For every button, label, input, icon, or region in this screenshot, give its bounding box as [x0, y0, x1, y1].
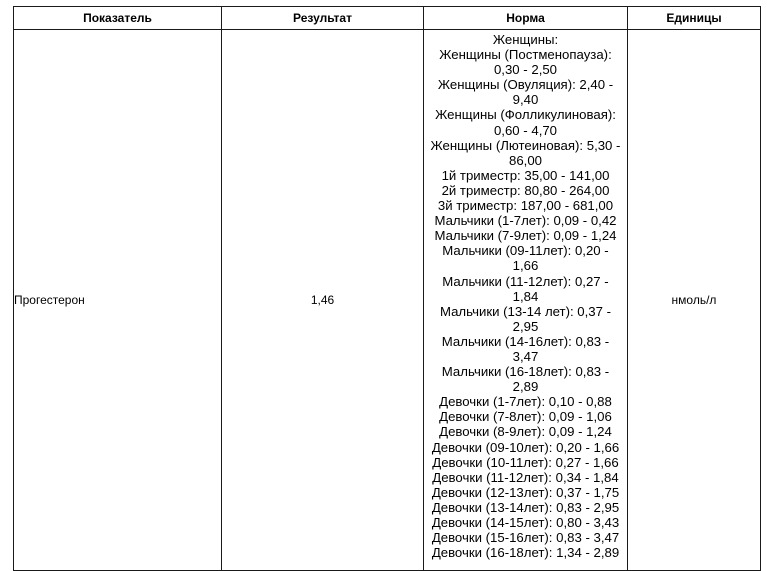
norm-line: Мальчики (16-18лет): 0,83 - 2,89 — [441, 364, 610, 395]
norm-line: Девочки (11-12лет): 0,34 - 1,84 — [432, 469, 619, 485]
norm-line: Девочки (1-7лет): 0,10 - 0,88 — [439, 394, 612, 410]
norm-line: Девочки (14-15лет): 0,80 - 3,43 — [431, 515, 620, 530]
norm-line: Мальчики (09-11лет): 0,20 - 1,66 — [442, 243, 609, 274]
norm-line: Мальчики (14-16лет): 0,83 - 3,47 — [441, 333, 610, 364]
norm-line: 3й триместр: 187,00 - 681,00 — [437, 198, 614, 214]
norm-line: Мальчики (13-14 лет): 0,37 - 2,95 — [439, 303, 612, 334]
norm-line: Девочки (13-14лет): 0,83 - 2,95 — [431, 499, 620, 515]
norm-line: Девочки (7-8лет): 0,09 - 1,06 — [439, 409, 612, 425]
norm-line: Мальчики (7-9лет): 0,09 - 1,24 — [434, 228, 617, 244]
result-value: 1,46 — [222, 30, 424, 571]
norm-line: Девочки (09-10лет): 0,20 - 1,66 — [431, 439, 620, 455]
header-result: Результат — [222, 7, 424, 30]
norm-list — [431, 32, 621, 560]
norm-line: Женщины (Фолликулиновая): 0,60 - 4,70 — [435, 107, 616, 138]
header-units: Единицы — [628, 7, 761, 30]
norm-line: Женщины (Лютеиновая): 5,30 - 86,00 — [430, 137, 621, 168]
norm-line: 1й триместр: 35,00 - 141,00 — [441, 167, 610, 183]
norm-line: Девочки (16-18лет): 1,34 - 2,89 — [431, 545, 620, 561]
header-row — [14, 7, 761, 30]
table-row — [14, 30, 761, 571]
norm-line: Женщины (Овуляция): 2,40 - 9,40 — [437, 77, 614, 108]
indicator-name: Прогестерон — [14, 30, 222, 571]
norm-line: Девочки (15-16лет): 0,83 - 3,47 — [431, 530, 620, 546]
norm-line: Мальчики (1-7лет): 0,09 - 0,42 — [434, 213, 617, 229]
norm-line: 2й триместр: 80,80 - 264,00 — [441, 182, 610, 198]
results-table — [13, 6, 761, 571]
units-value: нмоль/л — [628, 30, 761, 571]
norm-cell — [424, 30, 628, 571]
header-indicator: Показатель — [14, 7, 222, 30]
norm-line: Мальчики (11-12лет): 0,27 - 1,84 — [442, 273, 609, 304]
norm-line: Женщины (Постменопауза): 0,30 - 2,50 — [439, 47, 612, 78]
norm-line: Женщины: — [492, 32, 559, 47]
header-norm: Норма — [424, 7, 628, 30]
clipped-top-text — [0, 0, 770, 3]
norm-line: Девочки (8-9лет): 0,09 - 1,24 — [439, 424, 612, 440]
norm-line: Девочки (10-11лет): 0,27 - 1,66 — [432, 454, 619, 470]
norm-line: Девочки (12-13лет): 0,37 - 1,75 — [431, 484, 620, 500]
